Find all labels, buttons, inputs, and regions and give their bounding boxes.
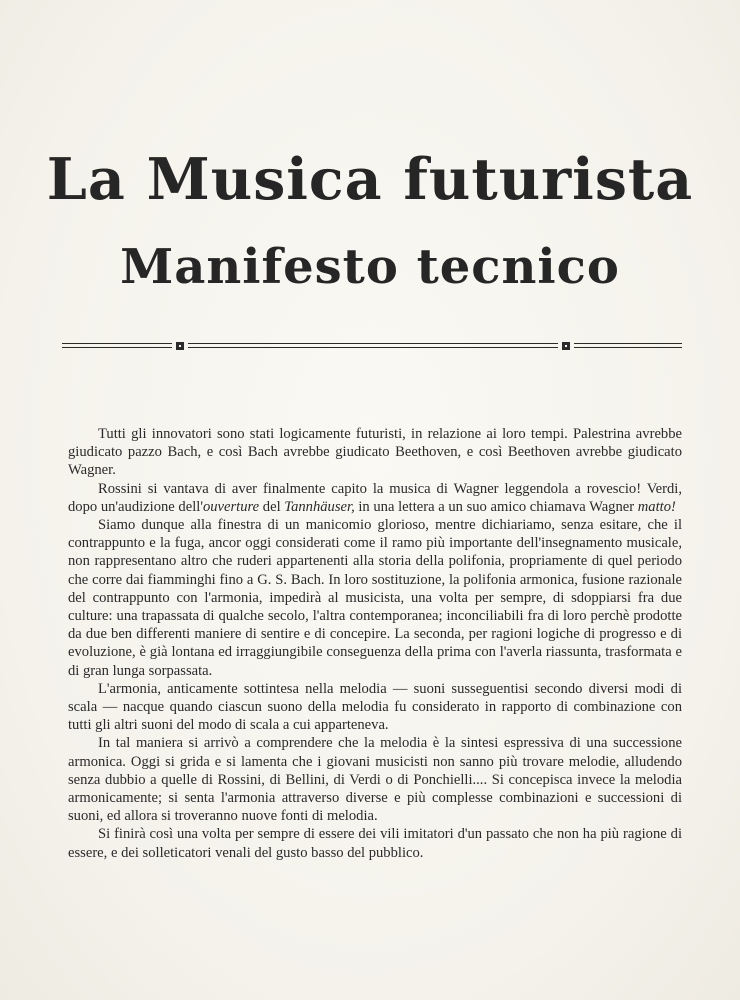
italic-text: ouverture	[202, 498, 260, 515]
paragraph-text: Tutti gli innovatori sono stati logicamente futuristi, in relazione ai loro tempi. Palestrina avrebbe giudicato pazzo Bach, e così Bach avrebbe giudicato Beethoven, e così Beethoven avrebbe giudicato Wagner.	[68, 426, 682, 479]
divider-rule-right	[574, 342, 682, 350]
body-paragraph	[68, 825, 682, 861]
paragraph-text: In tal maniera si arrivò a comprendere che la melodia è la sintesi espressiva di una successione armonica. Oggi si grida e si lamenta che i giovani musicisti non sanno più trovare melodie, alludendo senza dubbio a quelle di Rossini, di Bellini, di Verdi o di Ponchielli.... Si concepisca invece la melodia armonicamente; si senta l'armonia attraverso diverse e più complesse combinazioni e successioni di suoni, ed allora si troveranno nuove fonti di melodia.	[68, 735, 682, 825]
manifesto-body	[68, 425, 682, 862]
body-paragraph	[68, 516, 682, 680]
paragraph-text: del	[259, 498, 285, 515]
page-title: La Musica futurista	[46, 146, 694, 213]
body-paragraph	[68, 680, 682, 735]
body-paragraph	[68, 425, 682, 480]
italic-text: Tannhäuser,	[284, 498, 355, 515]
paragraph-text: Siamo dunque alla finestra di un manicomio glorioso, mentre dichiariamo, senza esitare, che il contrappunto e la fuga, ancor oggi considerati come il ramo più importante dell'insegnamento musicale, non rappresentano altro che ruderi appartenenti alla storia della polifonia, propriamente di quel periodo che corre dai fiamminghi fino a G. S. Bach. In loro sostituzione, la polifonia armonica, fusione razionale del contrappunto con l'armonia, impedirà al musicista, una volta per sempre, di sdoppiarsi fra due culture: una trapassata di qualche secolo, l'altra contemporanea; inconciliabili fra di loro perchè prodotte da due ben differenti maniere di sentire e di concepire. La seconda, per ragioni logiche di progresso e di evoluzione, è già lontana ed irraggiungibile conseguenza della prima con l'averla riassunta, trasformata e di gran lunga sorpassata.	[68, 517, 682, 679]
paragraph-text: Rossini si vantava di aver finalmente capito la musica di Wagner leggendola a rovescio! Verdi, dopo un'audizione dell'	[68, 480, 682, 515]
paragraph-text: in una lettera a un suo amico chiamava Wagner	[354, 498, 638, 515]
body-paragraph	[68, 734, 682, 825]
divider-rule-center	[188, 342, 558, 350]
body-paragraph	[68, 480, 682, 516]
paragraph-text: Si finirà così una volta per sempre di essere dei vili imitatori d'un passato che non ha più ragione di essere, e dei solleticatori venali del gusto basso del pubblico.	[68, 826, 682, 861]
divider-rule-left	[62, 342, 172, 350]
page-subtitle: Manifesto tecnico	[120, 239, 620, 295]
paragraph-text: L'armonia, anticamente sottintesa nella melodia — suoni susseguentisi secondo diversi modi di scala — nacque quando ciascun suono della melodia fu considerato in rapporto di combinazione con tutti gli altri suoni del modo di scala a cui apparteneva.	[68, 680, 682, 734]
italic-text: matto!	[637, 498, 676, 515]
divider-ornament-left-icon	[176, 342, 184, 350]
divider-ornament-right-icon	[562, 342, 570, 350]
